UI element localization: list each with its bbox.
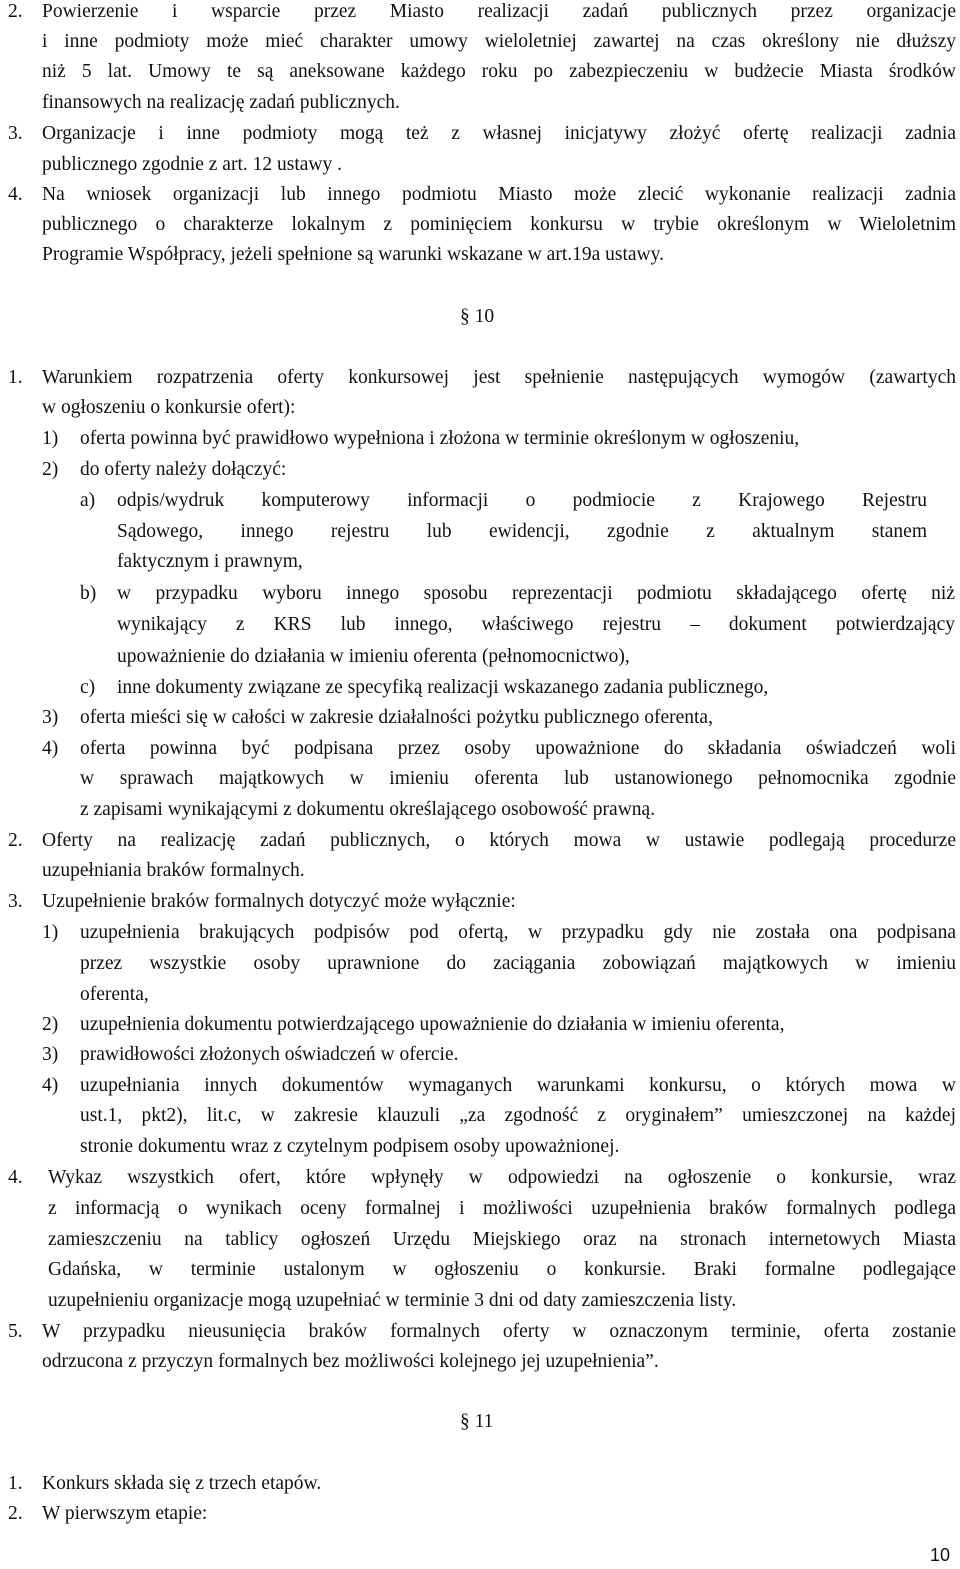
- list-number: 3.: [8, 891, 23, 912]
- paragraph-line: Gdańska, w terminie ustalonym w ogłoszeniu o konkursie. Braki formalne podlegające: [48, 1259, 956, 1280]
- paragraph-line: przez wszystkie osoby uprawnione do zaciągania zobowiązań majątkowych w imieniu: [80, 953, 956, 974]
- list-number: 4): [42, 1075, 59, 1096]
- paragraph-line: stronie dokumentu wraz z czytelnym podpisem osoby upoważnionej.: [80, 1136, 620, 1157]
- paragraph-line: oferta mieści się w całości w zakresie działalności pożytku publicznego oferenta,: [80, 707, 713, 728]
- paragraph-line: odpis/wydruk komputerowy informacji o podmiocie z Krajowego Rejestru: [117, 490, 927, 511]
- list-number: 4): [42, 738, 59, 759]
- paragraph-line: w ogłoszeniu o konkursie ofert):: [42, 397, 296, 418]
- paragraph-line: Warunkiem rozpatrzenia oferty konkursowej jest spełnienie następujących wymogów (zawartych: [42, 367, 956, 388]
- paragraph-line: Oferty na realizację zadań publicznych, o których mowa w ustawie podlegają procedurze: [42, 830, 956, 851]
- paragraph-line: niż 5 lat. Umowy te są aneksowane każdego roku po zabezpieczeniu w budżecie Miasta środków: [42, 61, 956, 82]
- paragraph-line: Na wniosek organizacji lub innego podmiotu Miasto może zlecić wykonanie realizacji zadnia: [42, 184, 956, 205]
- paragraph-line: W pierwszym etapie:: [42, 1503, 208, 1524]
- paragraph-line: z informacją o wynikach oceny formalnej i możliwości uzupełnienia braków formalnych podlega: [48, 1198, 956, 1219]
- paragraph-line: Sądowego, innego rejestru lub ewidencji, zgodnie z aktualnym stanem: [117, 521, 927, 542]
- paragraph-line: z zapisami wynikającymi z dokumentu określającego osobowość prawną.: [80, 799, 656, 820]
- list-number: 2.: [8, 1503, 23, 1524]
- paragraph-line: Konkurs składa się z trzech etapów.: [42, 1473, 322, 1494]
- paragraph-line: publicznego o charakterze lokalnym z pominięciem konkursu w trybie określonym w Wieloletnim: [42, 214, 956, 235]
- list-number: 2.: [8, 830, 23, 851]
- paragraph-line: w sprawach majątkowych w imieniu oferenta lub ustanowionego pełnomocnika zgodnie: [80, 768, 956, 789]
- paragraph-line: Programie Współpracy, jeżeli spełnione są warunki wskazane w art.19a ustawy.: [42, 244, 664, 265]
- list-letter: c): [80, 677, 96, 698]
- list-number: 1.: [8, 367, 23, 388]
- paragraph-line: ust.1, pkt2), lit.c, w zakresie klauzuli „za zgodność z oryginałem” umieszczonej na każdej: [80, 1105, 956, 1126]
- list-number: 1): [42, 428, 59, 449]
- section-heading: § 10: [460, 306, 495, 327]
- list-number: 3): [42, 707, 59, 728]
- paragraph-line: Powierzenie i wsparcie przez Miasto realizacji zadań publicznych przez organizacje: [42, 1, 956, 22]
- list-number: 3): [42, 1044, 59, 1065]
- paragraph-line: uzupełnieniu organizacje mogą uzupełniać w terminie 3 dni od daty zamieszczenia listy.: [48, 1290, 737, 1311]
- paragraph-line: publicznego zgodnie z art. 12 ustawy .: [42, 154, 342, 175]
- list-number: 4.: [8, 1167, 23, 1188]
- paragraph-line: oferenta,: [80, 984, 149, 1005]
- list-number: 2.: [8, 1, 23, 22]
- paragraph-line: i inne podmioty może mieć charakter umowy wieloletniej zawartej na czas określony nie dłuższy: [42, 31, 956, 52]
- paragraph-line: zamieszczeniu na tablicy ogłoszeń Urzędu Miejskiego oraz na stronach internetowych Miasta: [48, 1229, 956, 1250]
- paragraph-line: upoważnienie do działania w imieniu oferenta (pełnomocnictwo),: [117, 646, 630, 667]
- list-number: 2): [42, 1014, 59, 1035]
- list-number: 1): [42, 922, 59, 943]
- section-heading: § 11: [460, 1411, 494, 1432]
- paragraph-line: Uzupełnienie braków formalnych dotyczyć może wyłącznie:: [42, 891, 516, 912]
- paragraph-line: uzupełniania braków formalnych.: [42, 860, 305, 881]
- list-number: 4.: [8, 184, 23, 205]
- paragraph-line: oferta powinna być prawidłowo wypełniona i złożona w terminie określonym w ogłoszeniu,: [80, 428, 800, 449]
- paragraph-line: uzupełnienia dokumentu potwierdzającego upoważnienie do działania w imieniu oferenta,: [80, 1014, 785, 1035]
- list-number: 5.: [8, 1321, 23, 1342]
- page-number: 10: [930, 1545, 951, 1565]
- paragraph-line: prawidłowości złożonych oświadczeń w ofercie.: [80, 1044, 459, 1065]
- list-letter: b): [80, 583, 97, 604]
- list-letter: a): [80, 490, 96, 511]
- paragraph-line: finansowych na realizację zadań publicznych.: [42, 92, 400, 113]
- paragraph-line: wynikający z KRS lub innego, właściwego rejestru – dokument potwierdzający: [117, 614, 955, 635]
- list-number: 2): [42, 459, 59, 480]
- paragraph-line: W przypadku nieusunięcia braków formalnych oferty w oznaczonym terminie, oferta zostanie: [42, 1321, 956, 1342]
- list-number: 3.: [8, 123, 23, 144]
- paragraph-line: odrzucona z przyczyn formalnych bez możliwości kolejnego jej uzupełnienia”.: [42, 1351, 659, 1372]
- list-number: 1.: [8, 1473, 23, 1494]
- paragraph-line: Organizacje i inne podmioty mogą też z własnej inicjatywy złożyć ofertę realizacji zadnia: [42, 123, 956, 144]
- paragraph-line: Wykaz wszystkich ofert, które wpłynęły w odpowiedzi na ogłoszenie o konkursie, wraz: [48, 1167, 956, 1188]
- paragraph-line: inne dokumenty związane ze specyfiką realizacji wskazanego zadania publicznego,: [117, 677, 769, 698]
- paragraph-line: oferta powinna być podpisana przez osoby upoważnione do składania oświadczeń woli: [80, 738, 956, 759]
- paragraph-line: w przypadku wyboru innego sposobu reprezentacji podmiotu składającego ofertę niż: [117, 583, 955, 604]
- paragraph-line: do oferty należy dołączyć:: [80, 459, 287, 480]
- paragraph-line: faktycznym i prawnym,: [117, 551, 303, 572]
- paragraph-line: uzupełniania innych dokumentów wymaganych warunkami konkursu, o których mowa w: [80, 1075, 956, 1096]
- paragraph-line: uzupełnienia brakujących podpisów pod ofertą, w przypadku gdy nie została ona podpisana: [80, 922, 956, 943]
